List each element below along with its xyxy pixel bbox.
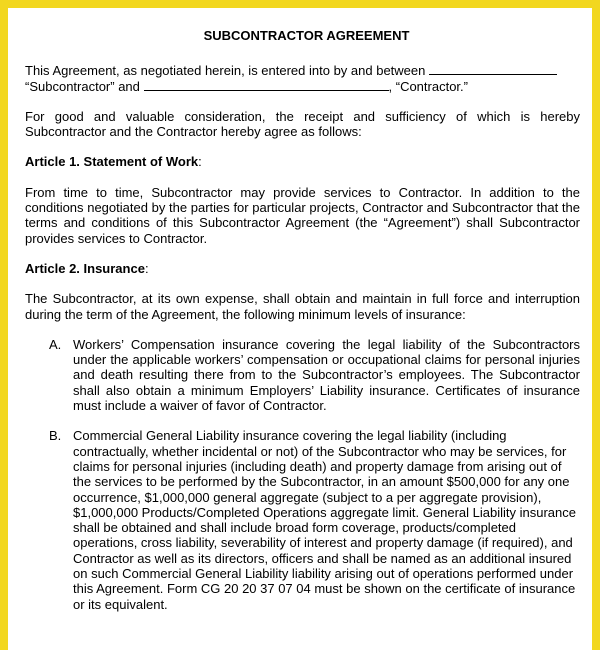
intro-paragraph [25, 63, 580, 94]
intro-text-3: , “Contractor.” [388, 78, 468, 94]
insurance-item-a-text: Workers’ Compensation insurance covering the legal liability of the Subcontractors under the applicable workers’ compensation or occupational claims for personal injuries and death resulting there from to the Subcontractor’s employees. The Subcontractor shall also obtain a minimum Employers’ Liability insurance. Certificates of insurance must include a waiver of favor of Contractor. [73, 336, 580, 414]
intro-text-2: “Subcontractor” and [25, 78, 144, 94]
party-blank-2[interactable] [144, 79, 389, 91]
article-2-body: The Subcontractor, at its own expense, shall obtain and maintain in full force and interruption during the term of the Agreement, the following minimum levels of insurance: [25, 291, 580, 322]
article-2-heading [25, 261, 580, 276]
insurance-item-b-marker: B. [49, 428, 62, 444]
party-blank-1[interactable] [429, 63, 557, 75]
document-page [8, 8, 592, 650]
intro-text-1: This Agreement, as negotiated herein, is entered into by and between [25, 63, 429, 79]
document-title: SUBCONTRACTOR AGREEMENT [203, 28, 410, 43]
article-2-heading-text: Article 2. Insurance [25, 260, 145, 276]
insurance-item-a-marker: A. [49, 336, 62, 352]
article-1-heading [25, 154, 580, 169]
article-1-heading-text: Article 1. Statement of Work [25, 154, 199, 170]
article-1-body: From time to time, Subcontractor may provide services to Contractor. In addition to the conditions negotiated by the parties for particular projects, Contractor and Subcontractor that the terms and conditions of this Subcontractor Agreement (the “Agreement”) shall Subcontractor provides services to Contractor. [25, 184, 580, 246]
consideration-paragraph: For good and valuable consideration, the receipt and sufficiency of which is hereby Subcontractor and the Contractor hereby agree as follows: [25, 108, 580, 140]
insurance-item-a [25, 337, 580, 413]
article-2-heading-colon: : [144, 260, 149, 276]
article-1-heading-colon: : [198, 154, 202, 170]
insurance-item-b [25, 428, 580, 612]
insurance-item-b-text: Commercial General Liability insurance covering the legal liability (including contractually, whether incidental or not) of the Subcontractor who may be services, for claims for personal injuries (including death) and property damage from arising out of the services to be performed by the Subcontractor, in an amount $500,000 for any one occurrence, $1,000,000 general aggregate (subject to a per aggregate provision), $1,000,000 Products/Completed Operations aggregate limit. General Liability insurance shall be obtained and shall include broad form coverage, products/completed operations, cross liability, severability of interest and property damage (if required), and Contractor as well as its directors, officers and shall be named as an additional insured on such Commercial General Liability liability arising out of operations performed under this Agreement. Form CG 20 20 37 07 04 must be shown on the certificate of insurance or its equivalent. [73, 428, 576, 612]
